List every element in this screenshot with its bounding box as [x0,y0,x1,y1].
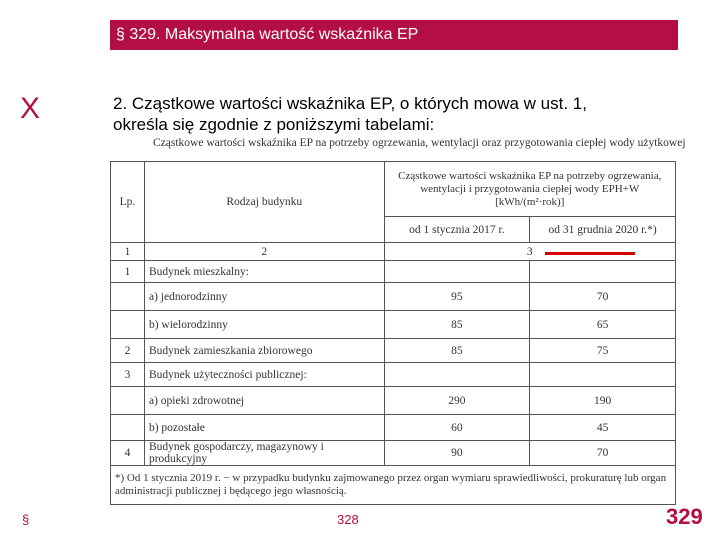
row-building-type: Budynek mieszkalny: [144,261,384,283]
row-value-2017: 90 [384,441,530,466]
row-value-2017 [384,261,530,283]
header-building-type: Rodzaj budynku [144,162,384,243]
row-value-2020: 75 [530,339,676,363]
row-lp: 1 [111,261,145,283]
row-building-type: a) opieki zdrowotnej [144,387,384,415]
table-row [111,283,676,311]
intro-line-2: określa się zgodnie z poniższymi tabelami: [113,115,435,134]
row-lp [111,387,145,415]
row-lp: 4 [111,441,145,466]
header-ep-group: Cząstkowe wartości wskaźnika EP na potrzeby ogrzewania, wentylacji i przygotowania ciepłej wody EPH+W [kWh/(m²·rok)] [384,162,675,217]
table-header-row [111,162,676,217]
row-value-2020: 70 [530,441,676,466]
row-building-type: a) jednorodzinny [144,283,384,311]
row-building-type: Budynek użyteczności publicznej: [144,363,384,387]
footnote-row [111,466,676,505]
row-value-2017: 95 [384,283,530,311]
row-lp [111,311,145,339]
row-value-2017: 60 [384,415,530,441]
header-lp: Lp. [111,162,145,243]
row-building-type: Budynek zamieszkania zbiorowego [144,339,384,363]
ep-values-table [110,161,676,505]
row-value-2017: 290 [384,387,530,415]
row-value-2020 [530,363,676,387]
ep-table-figure [108,134,686,502]
row-value-2020: 65 [530,311,676,339]
row-value-2017 [384,363,530,387]
table-row [111,363,676,387]
row-value-2020 [530,261,676,283]
row-lp [111,415,145,441]
table-row [111,387,676,415]
row-building-type: b) wielorodzinny [144,311,384,339]
table-row [111,261,676,283]
row-value-2020: 45 [530,415,676,441]
column-number: 1 [111,243,145,261]
intro-line-1: 2. Cząstkowe wartości wskaźnika EP, o których mowa w ust. 1, [113,94,587,113]
row-building-type: b) pozostałe [144,415,384,441]
row-lp [111,283,145,311]
table-row [111,339,676,363]
row-building-type: Budynek gospodarczy, magazynowy i produkcyjny [144,441,384,466]
table-row [111,415,676,441]
row-lp: 3 [111,363,145,387]
row-lp: 2 [111,339,145,363]
page-number-small: 328 [337,512,359,527]
row-value-2020: 190 [530,387,676,415]
column-number: 3 [384,243,675,261]
page-number-large: 329 [666,504,703,529]
column-number: 2 [144,243,384,261]
roman-numeral-mark: X [20,92,41,125]
slide-title: § 329. Maksymalna wartość wskaźnika EP [110,20,678,50]
row-value-2017: 85 [384,311,530,339]
table-row [111,311,676,339]
section-symbol: § [22,512,30,527]
row-value-2017: 85 [384,339,530,363]
table-footnote: *) Od 1 stycznia 2019 r. − w przypadku budynku zajmowanego przez organ wymiaru sprawiedliwości, prokuraturę lub organ administracji publicznej i będącego jego własnością. [111,466,676,505]
header-from-2017: od 1 stycznia 2017 r. [384,217,530,243]
header-from-2020: od 31 grudnia 2020 r.*) [530,217,676,243]
table-row [111,441,676,466]
intro-paragraph [113,93,703,135]
table-caption: Cząstkowe wartości wskaźnika EP na potrzeby ogrzewania, wentylacji oraz przygotowania ciepłej wody użytkowej [153,137,686,149]
row-value-2020: 70 [530,283,676,311]
column-number-row [111,243,676,261]
